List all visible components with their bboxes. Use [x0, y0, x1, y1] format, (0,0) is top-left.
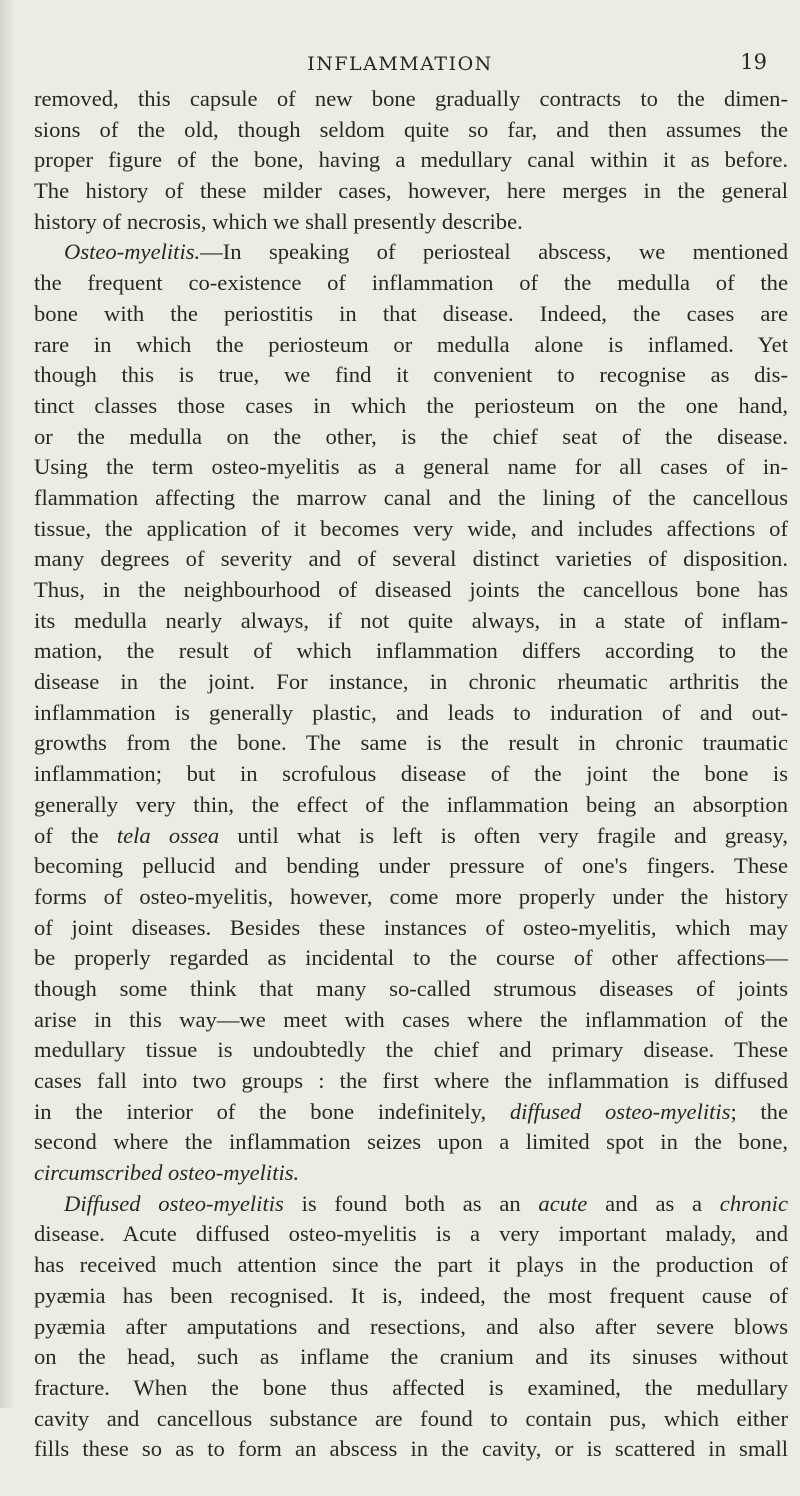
- text-line: inflammation is generally plastic, and leads to induration of and out-: [34, 699, 788, 725]
- text-line: tissue, the application of it becomes very wide, and includes affections of: [34, 515, 788, 541]
- text-line: pyæmia after amputations and resections, and also after severe blows: [34, 1313, 788, 1339]
- text-line: be properly regarded as incidental to the course of other affections—: [34, 945, 788, 971]
- italic-acute: acute: [538, 1190, 588, 1216]
- text-line: [34, 237, 788, 268]
- text-line: [34, 1097, 788, 1128]
- text-line: though some think that many so-called strumous diseases of joints: [34, 975, 788, 1001]
- text-line: inflammation; but in scrofulous disease of the joint the bone is: [34, 761, 788, 787]
- text-line: sions of the old, though seldom quite so far, and then assumes the: [34, 116, 788, 142]
- page-number: 19: [740, 50, 767, 74]
- text-line: has received much attention since the part it plays in the production of: [34, 1252, 788, 1278]
- italic-diffused-osteo-myelitis: diffused osteo-myelitis: [509, 1098, 731, 1124]
- text-line: [34, 1189, 788, 1220]
- running-title: INFLAMMATION: [307, 53, 493, 75]
- text-fragment: in the interior of the bone indefinitely,: [34, 1098, 487, 1124]
- text-line: becoming pellucid and bending under pressure of one's fingers. These: [34, 853, 788, 879]
- italic-chronic: chronic: [719, 1190, 788, 1216]
- text-fragment: —In speaking of periosteal abscess, we mentioned: [200, 239, 788, 265]
- text-line: fracture. When the bone thus affected is examined, the medullary: [34, 1374, 788, 1400]
- text-line: Thus, in the neighbourhood of diseased joints the cancellous bone has: [34, 577, 788, 602]
- text-line: removed, this capsule of new bone gradually contracts to the dimen-: [34, 86, 788, 111]
- text-line: mation, the result of which inflammation differs according to the: [34, 638, 788, 664]
- text-line: [34, 821, 788, 852]
- text-line: rare in which the periosteum or medulla alone is inflamed. Yet: [34, 331, 788, 357]
- text-line: cavity and cancellous substance are found to contain pus, which either: [34, 1405, 788, 1431]
- text-line: medullary tissue is undoubtedly the chief and primary disease. These: [34, 1037, 788, 1063]
- text-line: second where the inflammation seizes upon a limited spot in the bone,: [34, 1129, 788, 1155]
- italic-tela-ossea: tela ossea: [116, 822, 220, 848]
- text-line: growths from the bone. The same is the result in chronic traumatic: [34, 730, 788, 756]
- text-line: tinct classes those cases in which the periosteum on the one hand,: [34, 392, 788, 418]
- text-line: cases fall into two groups : the first where the inflammation is diffused: [34, 1068, 788, 1093]
- text-fragment: until what is left is often very fragile and greasy,: [237, 822, 788, 848]
- text-line: though this is true, we find it convenient to recognise as dis-: [34, 362, 788, 388]
- text-line: or the medulla on the other, is the chief seat of the disease.: [34, 423, 788, 449]
- text-line: [34, 1465, 788, 1496]
- text-line: disease. Acute diffused osteo-myelitis is a very important malady, and: [34, 1221, 788, 1247]
- text-line: history of necrosis, which we shall presently describe.: [34, 208, 523, 234]
- text-line: [34, 1158, 788, 1189]
- page-gutter-shadow: [0, 0, 14, 1408]
- text-line: fills these so as to form an abscess in the cavity, or is scattered in small: [34, 1436, 788, 1462]
- text-line: Using the term osteo-myelitis as a general name for all cases of in-: [34, 454, 788, 480]
- section-heading-osteo-myelitis: Osteo-myelitis.: [64, 239, 201, 265]
- text-fragment: and as a: [605, 1190, 703, 1216]
- text-line: arise in this way—we meet with cases where the inflammation of the: [34, 1006, 788, 1032]
- text-line: pyæmia has been recognised. It is, indeed, the most frequent cause of: [34, 1282, 788, 1308]
- text-line: flammation affecting the marrow canal and the lining of the cancellous: [34, 484, 788, 510]
- text-fragment: is found both as an: [301, 1190, 521, 1216]
- text-line: proper figure of the bone, having a medullary canal within it as before.: [34, 147, 788, 173]
- text-line: on the head, such as inflame the cranium and its sinuses without: [34, 1344, 788, 1370]
- text-line: many degrees of severity and of several distinct varieties of disposition.: [34, 546, 788, 572]
- text-fragment: of the: [34, 822, 99, 848]
- section-heading-diffused-osteo-myelitis: Diffused osteo-myelitis: [64, 1190, 284, 1216]
- text-fragment: ; the: [730, 1098, 788, 1124]
- text-line: forms of osteo-myelitis, however, come more properly under the history: [34, 883, 788, 909]
- text-line: bone with the periostitis in that disease. Indeed, the cases are: [34, 300, 788, 326]
- text-line: its medulla nearly always, if not quite always, in a state of inflam-: [34, 607, 788, 633]
- body-text: [34, 84, 788, 1496]
- text-line: the frequent co-existence of inflammation of the medulla of the: [34, 270, 788, 296]
- text-line: of joint diseases. Besides these instances of osteo-myelitis, which may: [34, 914, 788, 940]
- text-line: generally very thin, the effect of the inflammation being an absorption: [34, 791, 788, 817]
- text-line: The history of these milder cases, however, here merges in the general: [34, 178, 788, 204]
- italic-circumscribed-osteo-myelitis: circumscribed osteo-myelitis.: [34, 1160, 300, 1186]
- text-line: disease in the joint. For instance, in chronic rheumatic arthritis the: [34, 669, 788, 695]
